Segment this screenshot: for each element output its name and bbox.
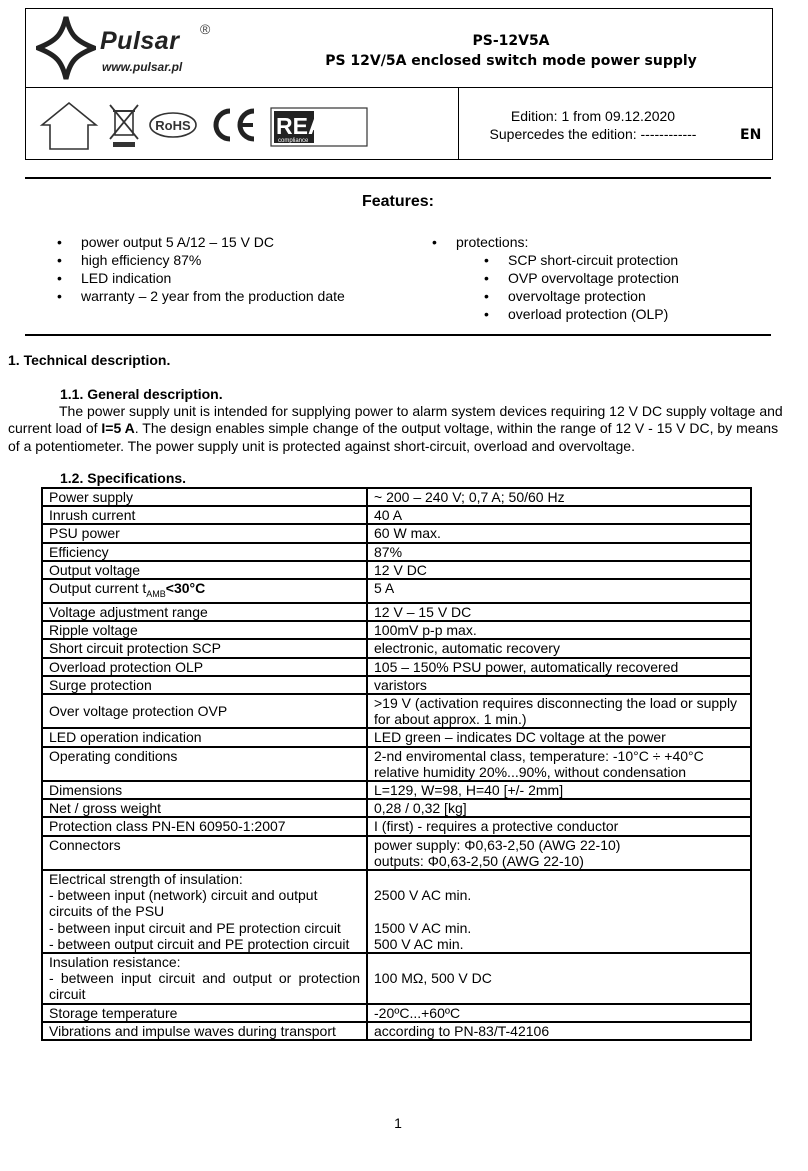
spec-value: 100 MΩ, 500 V DC	[367, 953, 751, 1004]
spec-key: PSU power	[42, 524, 367, 542]
table-row	[42, 524, 751, 542]
list-item: • high efficiency 87%	[55, 251, 415, 269]
table-row	[42, 836, 751, 870]
spec-value: 12 V DC	[367, 561, 751, 579]
table-row	[42, 676, 751, 694]
spec-key: Operating conditions	[42, 747, 367, 781]
table-row	[42, 603, 751, 621]
reach-text: REACH	[276, 113, 358, 139]
table-row	[42, 747, 751, 781]
table-row	[42, 817, 751, 835]
document-header	[25, 8, 773, 160]
spec-value: ~ 200 – 240 V; 0,7 A; 50/60 Hz	[367, 488, 751, 506]
spec-key: Overload protection OLP	[42, 658, 367, 676]
spec-value: 100mV p-p max.	[367, 621, 751, 639]
page-number: 1	[394, 1115, 402, 1131]
spec-value: L=129, W=98, H=40 [+/- 2mm]	[367, 781, 751, 799]
table-row	[42, 799, 751, 817]
table-row	[42, 658, 751, 676]
supersedes-line: Supercedes the edition: ------------	[489, 126, 697, 142]
spec-key-sub: AMB	[146, 588, 166, 599]
website-link[interactable]: www.pulsar.pl	[102, 60, 183, 74]
list-item: • overload protection (OLP)	[482, 305, 782, 323]
spec-key: Ripple voltage	[42, 621, 367, 639]
edition-line: Edition: 1 from 09.12.2020	[510, 108, 676, 124]
section-title: 1. Technical description.	[8, 352, 171, 368]
spec-key: Dimensions	[42, 781, 367, 799]
table-row	[42, 781, 751, 799]
spec-value: 2-nd enviromental class, temperature: -10°C ÷ +40°C relative humidity 20%...90%, without condensation	[367, 747, 751, 781]
model-title: PS 12V/5A enclosed switch mode power supply	[325, 53, 697, 69]
spec-key: LED operation indication	[42, 728, 367, 746]
spec-value: I (first) - requires a protective conductor	[367, 817, 751, 835]
registered-mark: ®	[200, 21, 211, 37]
protections-sublist	[482, 251, 782, 323]
spec-value: >19 V (activation requires disconnecting the load or supply for about approx. 1 min.)	[367, 694, 751, 728]
spec-key: Electrical strength of insulation: - between input (network) circuit and output circuits of the PSU - between input circuit and PE protection circuit - between output circuit and PE protection circuit	[42, 870, 367, 953]
brand-name: Pulsar	[100, 27, 180, 55]
table-row	[42, 639, 751, 657]
spec-value: 0,28 / 0,32 [kg]	[367, 799, 751, 817]
table-row	[42, 543, 751, 561]
table-row	[42, 1004, 751, 1022]
table-row	[42, 953, 751, 1004]
spec-key-text: Output current t	[49, 580, 147, 597]
spec-value: power supply: Φ0,63-2,50 (AWG 22-10) outputs: Φ0,63-2,50 (AWG 22-10)	[367, 836, 751, 870]
subsection-title: 1.2. Specifications.	[60, 470, 187, 486]
spec-value: 87%	[367, 543, 751, 561]
table-row	[42, 579, 751, 603]
spec-value: 2500 V AC min. 1500 V AC min. 500 V AC min.	[367, 870, 751, 953]
table-row	[42, 870, 751, 953]
spec-key: Over voltage protection OVP	[42, 694, 367, 728]
features-list-left	[55, 233, 415, 305]
spec-key: Inrush current	[42, 506, 367, 524]
divider-top	[25, 177, 771, 179]
spec-key-bold: <30°C	[165, 580, 206, 597]
spec-key: Vibrations and impulse waves during transport	[42, 1022, 367, 1040]
features-list-right	[430, 233, 760, 251]
spec-value: 105 – 150% PSU power, automatically recovered	[367, 658, 751, 676]
spec-value: electronic, automatic recovery	[367, 639, 751, 657]
weee-bin-icon	[108, 103, 140, 149]
certification-icons	[38, 101, 458, 151]
spec-value: 40 A	[367, 506, 751, 524]
specifications-table	[41, 487, 752, 1041]
spec-key: Output voltage	[42, 561, 367, 579]
features-title: Features:	[361, 193, 435, 210]
divider-features	[25, 334, 771, 336]
list-item: • OVP overvoltage protection	[482, 269, 782, 287]
rohs-mark	[148, 111, 198, 139]
spec-key: Storage temperature	[42, 1004, 367, 1022]
para-text-1: The power supply unit is intended for supplying power to alarm system devices requiring 12 V DC supply voltage and current load of	[8, 403, 783, 437]
ce-mark	[210, 107, 260, 143]
spec-value: LED green – indicates DC voltage at the power	[367, 728, 751, 746]
language-code: EN	[740, 127, 762, 143]
list-item: • SCP short-circuit protection	[482, 251, 782, 269]
spec-value: 12 V – 15 V DC	[367, 603, 751, 621]
table-row	[42, 488, 751, 506]
pulsar-logo	[36, 15, 226, 81]
spec-value: 5 A	[367, 579, 751, 603]
edition-info	[462, 107, 724, 143]
para-bold: I=5 A	[101, 420, 135, 437]
list-item: • warranty – 2 year from the production date	[55, 287, 415, 305]
table-row	[42, 561, 751, 579]
header-top-row	[26, 9, 772, 88]
pulsar-star-icon	[36, 15, 96, 81]
spec-key: Protection class PN-EN 60950-1:2007	[42, 817, 367, 835]
table-row	[42, 1022, 751, 1040]
spec-key: Voltage adjustment range	[42, 603, 367, 621]
list-item: • LED indication	[55, 269, 415, 287]
spec-value: 60 W max.	[367, 524, 751, 542]
spec-key: Power supply	[42, 488, 367, 506]
table-row	[42, 728, 751, 746]
spec-key	[42, 579, 367, 603]
model-heading	[276, 31, 746, 71]
spec-value: -20ºC...+60ºC	[367, 1004, 751, 1022]
table-row	[42, 621, 751, 639]
spec-key: Surge protection	[42, 676, 367, 694]
spec-key: Efficiency	[42, 543, 367, 561]
spec-key: Short circuit protection SCP	[42, 639, 367, 657]
reach-mark	[270, 107, 370, 147]
spec-value: varistors	[367, 676, 751, 694]
table-row	[42, 694, 751, 728]
para-text-2: . The design enables simple change of the output voltage, within the range of 12 V - 15 V DC, by means of a potentiometer. The power supply unit is protected against short-circuit, overload and overvoltage.	[8, 420, 779, 454]
house-icon	[38, 101, 100, 151]
general-description	[8, 403, 788, 455]
rohs-text: RoHS	[155, 118, 191, 133]
model-code: PS-12V5A	[472, 33, 550, 49]
spec-key: Connectors	[42, 836, 367, 870]
subsection-title: 1.1. General description.	[60, 386, 223, 402]
list-item: • power output 5 A/12 – 15 V DC	[55, 233, 415, 251]
reach-sub-text: compliance	[278, 138, 309, 144]
spec-key: Net / gross weight	[42, 799, 367, 817]
list-item: • overvoltage protection	[482, 287, 782, 305]
table-row	[42, 506, 751, 524]
spec-key: Insulation resistance: - between input circuit and output or protection circuit	[42, 953, 367, 1004]
list-item-protections: • protections:	[430, 233, 760, 251]
spec-value: according to PN-83/T-42106	[367, 1022, 751, 1040]
